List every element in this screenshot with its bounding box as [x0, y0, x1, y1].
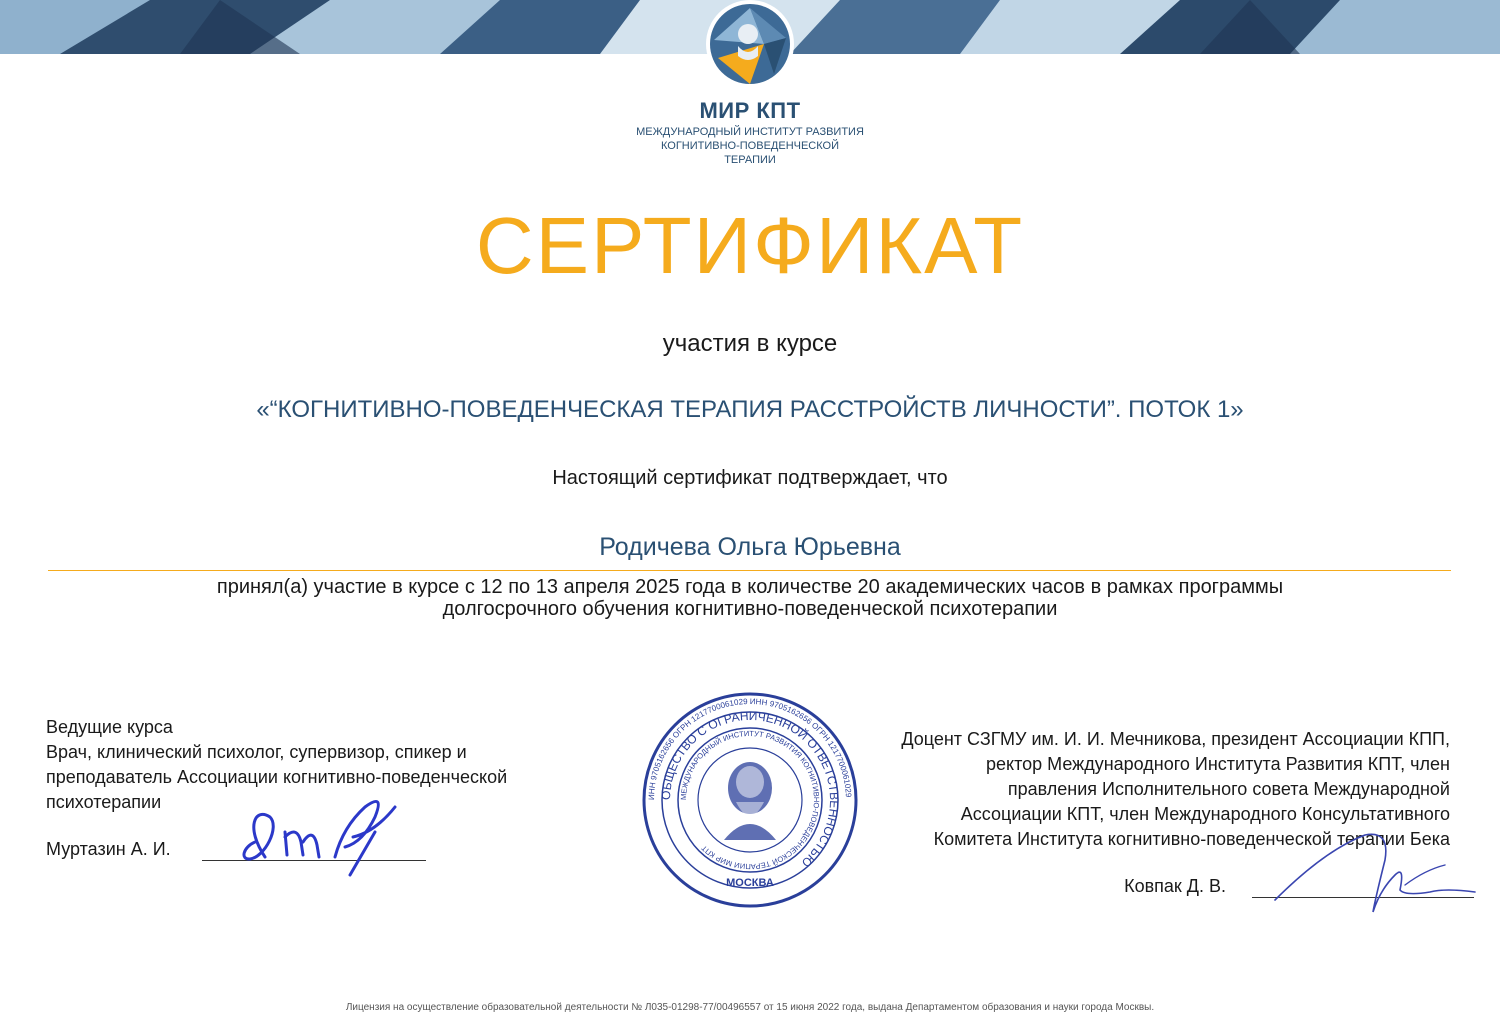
- course-name: «“КОГНИТИВНО-ПОВЕДЕНЧЕСКАЯ ТЕРАПИЯ РАССТРОЙСТВ ЛИЧНОСТИ”. ПОТОК 1»: [256, 396, 1244, 423]
- right-signatory-line: Комитета Института когнитивно-поведенческой терапии Бека: [933, 829, 1450, 849]
- left-signatory-line: преподаватель Ассоциации когнитивно-поведенческой: [46, 767, 508, 787]
- stamp-outer-text: ИНН 9705162656 ОГРН 1217700061029 ИНН 9705162656 ОГРН 1217700061029: [646, 696, 853, 801]
- stamp-ring-text: ОБЩЕСТВО С ОГРАНИЧЕННОЙ ОТВЕТСТВЕННОСТЬЮ: [658, 708, 842, 870]
- brand-subtitle-line: МЕЖДУНАРОДНЫЙ ИНСТИТУТ РАЗВИТИЯ: [636, 126, 864, 138]
- brand-subtitle: [0, 125, 1500, 167]
- participation-text: участия в курсе: [662, 330, 838, 357]
- name-underline: [48, 570, 1451, 571]
- brand-subtitle-line: ТЕРАПИИ: [724, 154, 776, 166]
- course-details: [0, 576, 1500, 620]
- right-signatory-line: ректор Международного Института Развития КПТ, член: [986, 754, 1450, 774]
- brand-subtitle-line: КОГНИТИВНО-ПОВЕДЕНЧЕСКОЙ: [661, 140, 839, 152]
- left-signatory-line: Врач, клинический психолог, супервизор, спикер и: [46, 742, 467, 762]
- recipient-name: Родичева Ольга Юрьевна: [599, 533, 901, 561]
- license-text: Лицензия на осуществление образовательной деятельности № Л035-01298-77/00496557 от 15 июня 2022 года, выдана Департаментом образования и науки города Москвы.: [345, 1002, 1155, 1013]
- right-signatory-line: Ассоциации КПТ, член Международного Консультативного: [960, 804, 1450, 824]
- left-signatory-line: Ведущие курса: [46, 717, 173, 737]
- right-signatory-line: Доцент СЗГМУ им. И. И. Мечникова, президент Ассоциации КПП,: [901, 729, 1450, 749]
- course-details-line: долгосрочного обучения когнитивно-поведенческой психотерапии: [442, 598, 1058, 620]
- left-signatory-name: Муртазин А. И.: [46, 839, 171, 859]
- brand-name: МИР КПТ: [699, 98, 801, 123]
- course-details-line: принял(а) участие в курсе с 12 по 13 апреля 2025 года в количестве 20 академических часов в рамках программы: [216, 576, 1284, 598]
- signature-murtazin: [225, 787, 410, 879]
- stamp-inner-text: МЕЖДУНАРОДНЫЙ ИНСТИТУТ РАЗВИТИЯ КОГНИТИВНО-ПОВЕДЕНЧЕСКОЙ ТЕРАПИИ МИР КПТ: [678, 728, 822, 872]
- signature-kovpak: [1255, 830, 1480, 920]
- right-signatory-line: правления Исполнительного совета Международной: [1007, 779, 1450, 799]
- official-stamp: [640, 690, 860, 910]
- portrait-icon: [724, 762, 776, 840]
- left-signatory-line: психотерапии: [46, 792, 162, 812]
- institute-logo-icon: [704, 0, 796, 92]
- certificate-title: СЕРТИФИКАТ: [475, 201, 1025, 290]
- stamp-city: МОСКВА: [726, 877, 774, 889]
- confirmation-text: Настоящий сертификат подтверждает, что: [552, 467, 948, 489]
- right-signatory-name: Ковпак Д. В.: [1124, 876, 1226, 896]
